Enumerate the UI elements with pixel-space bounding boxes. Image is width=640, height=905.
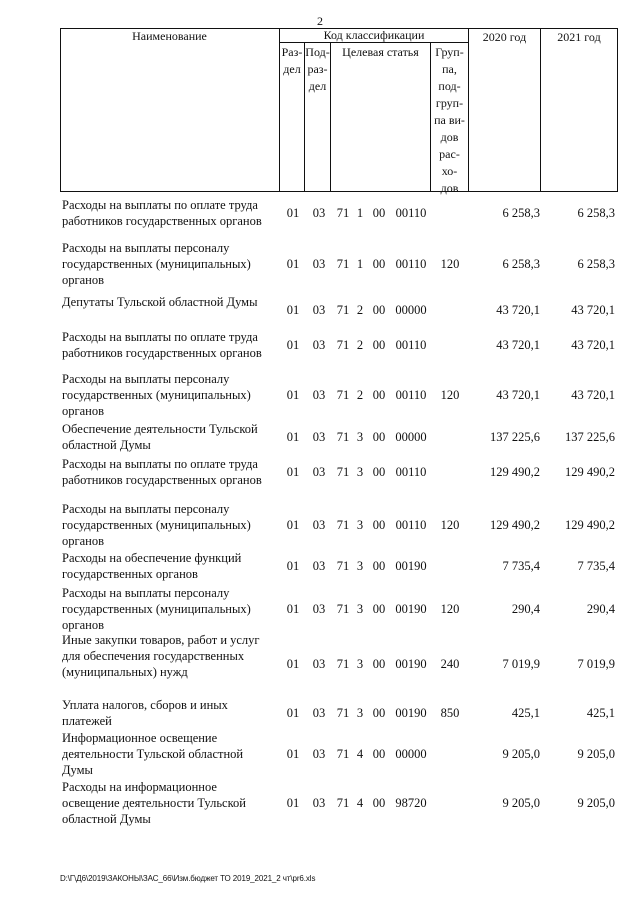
row-target-program: 71 [336,429,350,444]
row-target-event: 00 [372,517,386,532]
row-expense-type: 120 [440,387,460,402]
row-value-2021: 43 720,1 [571,387,615,402]
row-expense-type [432,777,468,829]
row-target-subprogram: 3 [356,656,364,671]
row-razdel: 01 [286,656,300,671]
row-target-subprogram: 2 [356,387,364,402]
header-year-2020: 2020 год [482,30,527,44]
row-target-subprogram: 3 [356,517,364,532]
row-target-subprogram: 3 [356,705,364,720]
row-target-subprogram: 3 [356,464,364,479]
row-target-subprogram: 3 [356,601,364,616]
row-razdel: 01 [286,795,300,810]
row-razdel: 01 [286,302,300,317]
table-header [60,28,618,195]
row-target-event: 00 [372,558,386,573]
row-value-2021: 9 205,0 [577,746,615,761]
row-target-program: 71 [336,302,350,317]
row-target-event: 00 [372,795,386,810]
row-expense-type: 850 [440,705,460,720]
row-target-program: 71 [336,464,350,479]
row-target-event: 00 [372,705,386,720]
table-row [0,695,640,731]
row-target-direction: 00000 [395,746,427,761]
row-target-event: 00 [372,337,386,352]
row-expense-type [432,548,468,584]
row-expense-type: 120 [440,601,460,616]
row-value-2021: 7 019,9 [577,656,615,671]
row-podrazdel: 03 [312,429,326,444]
row-podrazdel: 03 [312,795,326,810]
table-row [0,454,640,490]
row-podrazdel: 03 [312,705,326,720]
row-target-event: 00 [372,429,386,444]
row-podrazdel: 03 [312,337,326,352]
table-row [0,583,640,635]
row-target-direction: 00000 [395,429,427,444]
row-name: Обеспечение деятельности Тульской областной Думы [62,422,258,452]
row-target-direction: 00000 [395,302,427,317]
row-name: Иные закупки товаров, работ и услуг для обеспечения государственных (муниципальных) нужд [62,633,260,679]
row-podrazdel: 03 [312,302,326,317]
row-podrazdel: 03 [312,656,326,671]
row-name: Расходы на выплаты персоналу государственных (муниципальных) органов [62,241,251,287]
row-value-2021: 129 490,2 [565,464,615,479]
row-razdel: 01 [286,558,300,573]
table-row [0,238,640,290]
row-target-program: 71 [336,795,350,810]
row-razdel: 01 [286,429,300,444]
row-name: Уплата налогов, сборов и иных платежей [62,698,228,728]
row-expense-type [432,320,468,370]
row-value-2020: 9 205,0 [502,795,540,810]
row-name: Расходы на выплаты по оплате труда работников государственных органов [62,457,262,487]
row-target-event: 00 [372,464,386,479]
row-value-2021: 129 490,2 [565,517,615,532]
row-podrazdel: 03 [312,464,326,479]
row-target-program: 71 [336,205,350,220]
row-target-event: 00 [372,302,386,317]
row-value-2020: 7 019,9 [502,656,540,671]
row-podrazdel: 03 [312,558,326,573]
row-razdel: 01 [286,746,300,761]
row-target-event: 00 [372,205,386,220]
row-target-event: 00 [372,387,386,402]
row-expense-type: 120 [440,517,460,532]
row-name: Расходы на выплаты по оплате труда работников государственных органов [62,198,262,228]
row-target-direction: 00110 [395,387,427,402]
row-podrazdel: 03 [312,256,326,271]
row-name: Информационное освещение деятельности Тульской областной Думы [62,731,244,777]
table-row [0,548,640,584]
row-target-subprogram: 1 [356,256,364,271]
row-value-2021: 290,4 [586,601,615,616]
header-code-group: Код классификации [323,28,425,42]
row-target-program: 71 [336,656,350,671]
row-target-direction: 00110 [395,337,427,352]
row-target-direction: 00110 [395,517,427,532]
row-target-subprogram: 2 [356,337,364,352]
header-vid: Груп- па, под- груп- па ви- дов рас- хо- дов [434,45,465,195]
row-target-program: 71 [336,558,350,573]
row-target-direction: 00110 [395,464,427,479]
table-row [0,320,640,370]
row-name: Расходы на выплаты персоналу государственных (муниципальных) органов [62,372,251,418]
row-target-program: 71 [336,601,350,616]
row-podrazdel: 03 [312,517,326,532]
row-target-subprogram: 1 [356,205,364,220]
row-target-direction: 00190 [395,558,427,573]
row-razdel: 01 [286,464,300,479]
header-year-2021: 2021 год [557,30,601,44]
row-value-2020: 6 258,3 [502,205,540,220]
row-target-direction: 00110 [395,205,427,220]
row-expense-type [432,454,468,490]
row-target-event: 00 [372,656,386,671]
row-value-2020: 425,1 [511,705,540,720]
header-podrazdel: Под- раз- дел [305,45,330,93]
row-target-direction: 98720 [395,795,427,810]
table-row [0,728,640,780]
row-expense-type: 120 [440,256,460,271]
row-target-subprogram: 2 [356,302,364,317]
header-name: Наименование [132,29,207,43]
row-target-program: 71 [336,705,350,720]
row-expense-type [432,195,468,231]
file-path-footer: D:\Г\Д6\2019\ЗАКОНЫ\ЗАС_66\Изм.бюджет ТО 2019_2021_2 чт\pr6.xls [60,874,316,883]
row-value-2020: 129 490,2 [490,464,540,479]
row-target-program: 71 [336,517,350,532]
row-target-direction: 00190 [395,705,427,720]
row-target-program: 71 [336,746,350,761]
table-row [0,419,640,455]
row-value-2020: 6 258,3 [502,256,540,271]
row-value-2021: 137 225,6 [565,429,615,444]
row-name: Расходы на выплаты персоналу государственных (муниципальных) органов [62,502,251,548]
header-target: Целевая статья [342,45,419,59]
row-target-direction: 00190 [395,656,427,671]
row-value-2020: 129 490,2 [490,517,540,532]
row-value-2021: 6 258,3 [577,256,615,271]
row-value-2021: 9 205,0 [577,795,615,810]
row-value-2020: 9 205,0 [502,746,540,761]
row-name: Расходы на обеспечение функций государственных органов [62,551,242,581]
row-expense-type: 240 [440,656,460,671]
row-target-event: 00 [372,256,386,271]
row-target-event: 00 [372,746,386,761]
row-name: Расходы на выплаты персоналу государственных (муниципальных) органов [62,586,251,632]
row-value-2020: 137 225,6 [490,429,540,444]
row-razdel: 01 [286,387,300,402]
row-target-direction: 00190 [395,601,427,616]
row-value-2020: 290,4 [511,601,540,616]
row-expense-type [432,728,468,780]
row-razdel: 01 [286,205,300,220]
row-name: Расходы на выплаты по оплате труда работников государственных органов [62,330,262,360]
row-value-2020: 43 720,1 [496,337,540,352]
row-razdel: 01 [286,256,300,271]
row-value-2021: 425,1 [586,705,615,720]
row-target-subprogram: 4 [356,746,364,761]
row-target-program: 71 [336,387,350,402]
header-razdel: Раз- дел [281,45,303,76]
table-row [0,369,640,421]
row-podrazdel: 03 [312,205,326,220]
row-target-program: 71 [336,337,350,352]
row-name: Депутаты Тульской областной Думы [62,295,258,309]
row-razdel: 01 [286,337,300,352]
row-razdel: 01 [286,705,300,720]
row-value-2021: 7 735,4 [577,558,615,573]
row-target-subprogram: 3 [356,429,364,444]
row-value-2020: 7 735,4 [502,558,540,573]
row-value-2021: 43 720,1 [571,337,615,352]
row-value-2020: 43 720,1 [496,387,540,402]
row-podrazdel: 03 [312,387,326,402]
row-target-direction: 00110 [395,256,427,271]
row-value-2020: 43 720,1 [496,302,540,317]
table-row [0,630,640,698]
row-expense-type [432,419,468,455]
table-row [0,499,640,551]
row-value-2021: 6 258,3 [577,205,615,220]
row-target-subprogram: 4 [356,795,364,810]
row-name: Расходы на информационное освещение деятельности Тульской областной Думы [62,780,246,826]
row-razdel: 01 [286,601,300,616]
row-target-subprogram: 3 [356,558,364,573]
row-podrazdel: 03 [312,746,326,761]
row-podrazdel: 03 [312,601,326,616]
table-row [0,777,640,829]
row-target-program: 71 [336,256,350,271]
row-value-2021: 43 720,1 [571,302,615,317]
row-razdel: 01 [286,517,300,532]
page-number: 2 [317,14,323,28]
row-target-event: 00 [372,601,386,616]
table-row [0,195,640,231]
